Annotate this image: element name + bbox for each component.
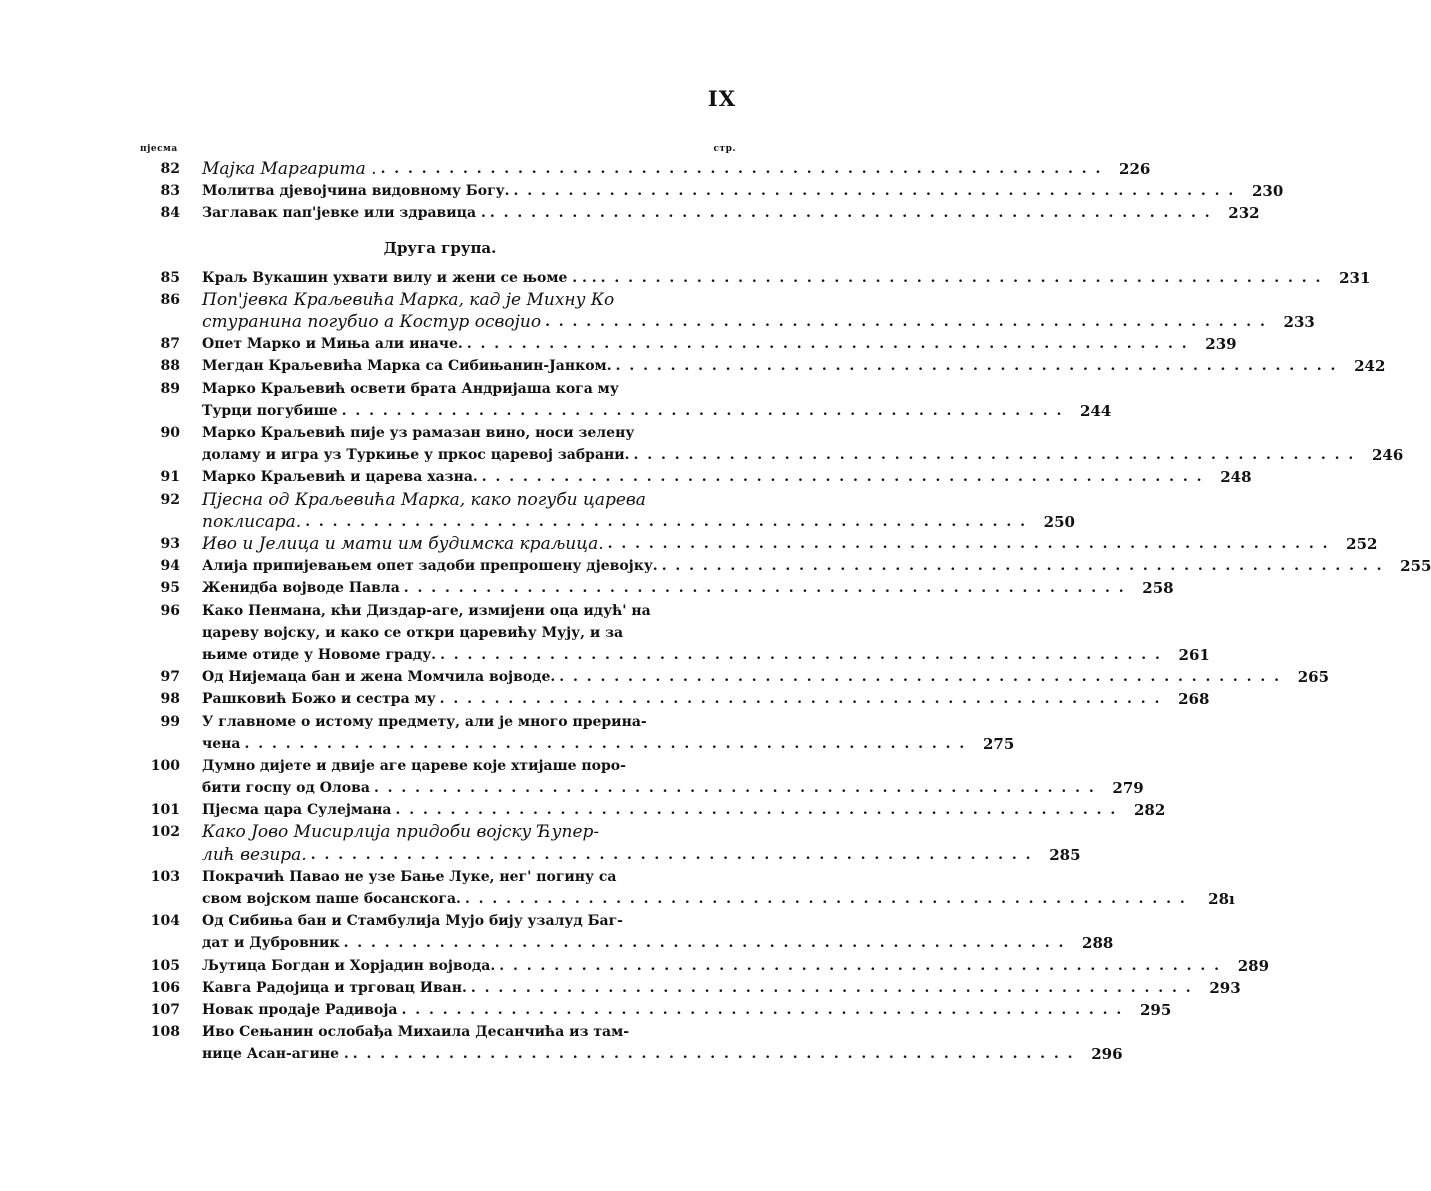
dot-leader [381, 158, 1103, 180]
toc-entry [140, 577, 1174, 599]
dot-leader [374, 777, 1096, 799]
entry-title-text: Турци погубише [202, 402, 338, 419]
page-ref: 265 [1297, 668, 1330, 687]
page-ref: 28ı [1208, 890, 1235, 909]
song-number: 82 [160, 161, 180, 177]
song-number: 100 [150, 757, 180, 774]
entry-title-text: Алија припијевањем опет задоби препрошену дјевојку. [202, 558, 658, 575]
entry-body [202, 577, 1174, 599]
song-number: 102 [150, 824, 180, 841]
entry-line [202, 311, 1315, 333]
dot-leader [467, 333, 1189, 355]
page-ref: 244 [1080, 401, 1112, 420]
entry-title-text: Марко Краљевић освети брата Андријаша кога му [202, 380, 619, 397]
entry-line [202, 333, 1237, 355]
entry-body [202, 533, 1377, 555]
entry-body [202, 180, 1283, 202]
entry-title-text: лић везира. [202, 844, 307, 865]
dot-leader [634, 444, 1356, 466]
entry-title-text: доламу и игра уз Туркиње у пркос царевој забрани. [202, 447, 630, 464]
entry-line [202, 711, 1014, 733]
page-ref: 293 [1209, 978, 1241, 997]
toc-entry [140, 666, 1330, 688]
page-number: IX [707, 86, 736, 111]
entry-title-text: Молитва дјевојчина видовному Богу. [202, 183, 510, 200]
entry-title-text: Мегдан Краљевића Марка са Сибињанин-Јанком. [202, 358, 612, 375]
entry-line [202, 844, 1081, 866]
dot-leader [601, 267, 1323, 289]
page-ref: 279 [1112, 779, 1144, 798]
entry-line [202, 267, 1370, 289]
entry-line [202, 644, 1210, 666]
entry-title-text: Од Сибиња бан и Стамбулија Мујо бију узалуд Баг- [202, 913, 623, 930]
entry-title-text: Како Јово Мисирлија придоби војску Ћупер- [202, 822, 600, 843]
song-number: 98 [160, 691, 180, 708]
toc-entry [140, 466, 1252, 488]
entry-line [202, 202, 1260, 224]
entry-title-text: Љутица Богдан и Хорјадин војвода. [202, 957, 496, 974]
entry-line [202, 733, 1014, 755]
toc-entry [140, 355, 1386, 377]
toc-entry [140, 821, 1081, 865]
song-number: 107 [150, 1001, 180, 1018]
toc-entry [140, 533, 1378, 555]
entry-line [202, 400, 1111, 422]
page-ref: 288 [1082, 934, 1114, 953]
toc-entry [140, 180, 1284, 202]
entry-body [202, 711, 1014, 755]
toc-entry [140, 600, 1210, 667]
entry-body [202, 355, 1385, 377]
entry-title-text: Поп'јевка Краљевића Марка, кад је Михну Ко [202, 289, 615, 310]
entry-title-text: У главноме о истому предмету, али је много прерина- [202, 713, 647, 730]
entry-line [202, 533, 1377, 555]
page-ref: 226 [1119, 160, 1151, 178]
entry-body [202, 666, 1329, 688]
entry-body [202, 799, 1165, 821]
page-ref: 258 [1142, 579, 1174, 598]
table-of-contents [140, 140, 1431, 1066]
page-ref: 282 [1133, 801, 1166, 820]
toc-entry [140, 977, 1241, 999]
entry-title-text: Краљ Вукашин ухвати вилу и жени се њоме . . . [202, 269, 597, 286]
toc-entry [140, 999, 1172, 1021]
song-column-header: пјесма [140, 144, 178, 154]
song-number: 92 [160, 491, 180, 508]
page-ref: 268 [1178, 690, 1210, 709]
entry-title-text: Заглавак пап'јевке или здравица . [202, 205, 486, 222]
entry-line [202, 1043, 1123, 1065]
entry-body [202, 202, 1260, 224]
entry-title-text: Иво Сењанин ослобађа Михаила Десанчића из там- [202, 1024, 630, 1041]
song-number: 97 [160, 669, 180, 686]
entry-title-text: Марко Краљевић и царева хазна. [202, 469, 478, 486]
entry-title-text: свом војском паше босанскога. [202, 891, 461, 908]
toc-entry [140, 267, 1371, 289]
dot-leader [616, 355, 1338, 377]
column-headers [140, 140, 740, 158]
entry-line [202, 888, 1235, 910]
dot-leader [395, 799, 1117, 821]
page-ref: 255 [1400, 557, 1431, 576]
song-number: 106 [150, 979, 180, 996]
entry-line [202, 866, 1235, 888]
entry-body [202, 910, 1113, 954]
entry-title-text: Пјесма цара Сулејмана [202, 802, 392, 819]
entry-title-text: Думно дијете и двије аге цареве које хтијаше поро- [202, 757, 626, 774]
entry-line [202, 577, 1174, 599]
entry-line [202, 666, 1329, 688]
entry-title-text: Женидба војводе Павла [202, 580, 400, 597]
song-number: 84 [160, 205, 180, 222]
entry-body [202, 821, 1081, 865]
entry-line [202, 555, 1431, 577]
entry-title-text: Новак продаје Радивоја [202, 1001, 398, 1018]
toc-entry [140, 755, 1144, 799]
entry-title-text: Од Нијемаца бан и жена Момчила војводе. [202, 669, 556, 686]
entry-line [202, 289, 1315, 311]
dot-leader [499, 955, 1221, 977]
toc-entry [140, 289, 1315, 333]
entry-body [202, 600, 1210, 667]
entry-body [202, 289, 1315, 333]
entry-title-text: Опет Марко и Миња али иначе. [202, 336, 463, 353]
entry-title-text: бити госпу од Олова [202, 780, 370, 797]
song-number: 104 [150, 913, 180, 930]
entry-line [202, 688, 1209, 710]
page-ref: 246 [1372, 446, 1404, 465]
page-ref: 296 [1091, 1045, 1123, 1064]
toc-entry [140, 333, 1237, 355]
entry-body [202, 999, 1171, 1021]
entry-line [202, 489, 1075, 511]
entry-body [202, 489, 1075, 533]
entry-title-text: чена [202, 735, 241, 752]
entry-body [202, 333, 1237, 355]
song-number: 89 [160, 380, 180, 397]
entry-title-text: нице Асан-агине . [202, 1046, 349, 1063]
entry-body [202, 866, 1235, 910]
song-number: 103 [150, 868, 180, 885]
toc-entry [140, 555, 1431, 577]
dot-leader [545, 311, 1267, 333]
dot-leader [305, 511, 1027, 533]
page-ref: 232 [1228, 204, 1260, 223]
dot-leader [471, 977, 1193, 999]
dot-leader [342, 400, 1064, 422]
page-ref: 248 [1220, 468, 1252, 487]
entry-line [202, 180, 1283, 202]
page-ref: 252 [1346, 534, 1378, 553]
entry-title-text: Како Пенмана, кћи Диздар-аге, измијени оца идућ' на [202, 602, 651, 619]
page-ref: 295 [1139, 1000, 1172, 1019]
song-number: 83 [160, 183, 180, 200]
dot-leader [311, 844, 1033, 866]
entry-line [202, 755, 1144, 777]
entry-body [202, 422, 1403, 466]
dot-leader [353, 1043, 1075, 1065]
song-number: 105 [150, 957, 180, 974]
toc-entry [140, 866, 1235, 910]
song-number: 101 [150, 802, 180, 819]
entry-line [202, 821, 1081, 843]
toc-entry [140, 158, 1151, 180]
entry-title-text: цареву војску, и како се откри царевићу Мују, и за [202, 624, 624, 641]
dot-leader [404, 577, 1126, 599]
entry-title-text: Мајка Маргарита . [202, 159, 377, 179]
entry-title-text: Рашковић Божо и сестра му [202, 691, 436, 708]
entry-body [202, 158, 1150, 180]
dot-leader [465, 888, 1187, 910]
page-ref: 250 [1043, 512, 1075, 531]
song-number: 91 [160, 469, 180, 486]
song-number: 93 [160, 535, 180, 552]
dot-leader [402, 999, 1124, 1021]
page-ref: 233 [1283, 313, 1315, 331]
song-number: 85 [160, 269, 180, 286]
entry-body [202, 688, 1209, 710]
entry-title-text: дат и Дубровник [202, 935, 340, 952]
dot-leader [440, 688, 1162, 710]
entry-line [202, 955, 1269, 977]
entry-body [202, 755, 1144, 799]
dot-leader [559, 666, 1281, 688]
section-title: Друга група. [383, 238, 497, 257]
entry-line [202, 378, 1111, 400]
entry-line [202, 799, 1165, 821]
song-number: 99 [160, 713, 180, 730]
entry-body [202, 1021, 1123, 1065]
entry-title-text: Иво и Јелица и мати им будимска краљица. [202, 533, 604, 554]
entry-line [202, 158, 1150, 180]
dot-leader [440, 644, 1162, 666]
entry-body [202, 955, 1269, 977]
entry-line [202, 355, 1385, 377]
toc-entry [140, 202, 1260, 224]
dot-leader [244, 733, 966, 755]
entry-line [202, 600, 1210, 622]
entry-line [202, 466, 1252, 488]
page-ref: 239 [1205, 335, 1237, 354]
entry-line [202, 422, 1403, 444]
dot-leader [482, 466, 1204, 488]
entry-title-text: Марко Краљевић пије уз рамазан вино, носи зелену [202, 424, 635, 441]
entry-body [202, 466, 1252, 488]
toc-entry [140, 1021, 1123, 1065]
entry-line [202, 1021, 1123, 1043]
entry-line [202, 932, 1113, 954]
page-ref: 230 [1251, 182, 1284, 201]
toc-entry [140, 489, 1075, 533]
toc-entry [140, 910, 1114, 954]
song-number: 86 [160, 291, 180, 308]
entry-line [202, 511, 1075, 533]
song-number: 108 [150, 1024, 180, 1041]
entry-body [202, 977, 1241, 999]
page-ref: 231 [1339, 268, 1371, 287]
page-column-header: стр. [713, 144, 736, 154]
toc-entry [140, 422, 1404, 466]
entry-title-text: Покрачић Павао не узе Бање Луке, нег' погину са [202, 868, 617, 885]
page-ref: 289 [1237, 956, 1270, 975]
song-number: 90 [160, 424, 180, 441]
page-ref: 242 [1354, 357, 1386, 376]
song-number: 96 [160, 602, 180, 619]
dot-leader [608, 533, 1330, 555]
page-ref: 275 [982, 734, 1015, 753]
entry-line [202, 999, 1171, 1021]
dot-leader [662, 555, 1384, 577]
toc-entry [140, 799, 1166, 821]
toc-entry [140, 688, 1210, 710]
entry-title-text: стуранина погубио а Костур освојио [202, 312, 542, 332]
page-ref: 261 [1178, 645, 1210, 664]
song-number: 88 [160, 358, 180, 375]
toc-entry [140, 955, 1270, 977]
page-ref: 285 [1049, 845, 1081, 864]
entry-body [202, 267, 1370, 289]
entry-line [202, 977, 1241, 999]
song-number: 87 [160, 336, 180, 353]
dot-leader [490, 202, 1212, 224]
entry-title-text: Пјесна од Краљевића Марка, како погуби царева [202, 489, 646, 510]
toc-entry [140, 711, 1015, 755]
entry-line [202, 622, 1210, 644]
entry-line [202, 444, 1403, 466]
toc-entry [140, 378, 1112, 422]
dot-leader [344, 932, 1066, 954]
entry-body [202, 555, 1431, 577]
entry-body [202, 378, 1111, 422]
entry-line [202, 910, 1113, 932]
entry-title-text: Кавга Радојица и трговац Иван. [202, 979, 467, 996]
entry-line [202, 777, 1144, 799]
song-number: 95 [160, 580, 180, 597]
entry-title-text: поклисара. [202, 511, 302, 532]
entry-title-text: њиме отиде у Новоме граду. [202, 646, 437, 663]
song-number: 94 [160, 558, 180, 575]
dot-leader [514, 180, 1236, 202]
